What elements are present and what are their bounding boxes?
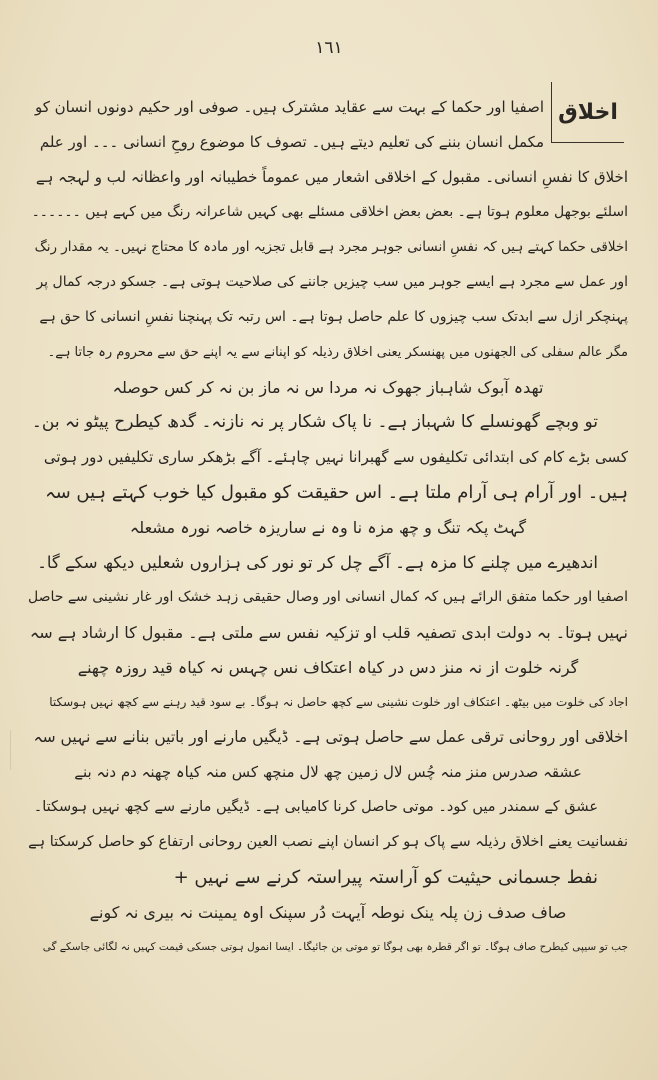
text-line: اخلاقی اور روحانی ترقی عمل سے حاصل ہوتی ہے۔ ڈیگیں مارنے اور باتیں بنانے سے نہیں سہ (33, 728, 628, 746)
text-line: نفط جسمانی حیثیت کو آراستہ پیراستہ کرنے سے نہیں + (173, 867, 598, 888)
section-heading: اخلاق (551, 82, 624, 143)
text-line: اصفیا اور حکما کے بہت سے عقاید مشترک ہیں۔ صوفی اور حکیم دونوں انسان کو (34, 98, 544, 116)
body-text (28, 90, 628, 965)
poetry-line: گہٹ پکہ تنگ و چھ مزہ نا وہ نے ساریزہ خاصہ نورہ مشعلہ (129, 518, 527, 537)
poetry-line: تھدہ آبوک شاہباز جھوک نہ مردا س نہ ماز بن نہ کر کس حوصلہ (112, 378, 544, 397)
text-line: اندھیرے میں چلنے کا مزہ ہے۔ آگے چل کر تو نور کی ہزاروں شعلیں دیکھ سکے گا۔ (37, 553, 598, 572)
text-line: اخلاقی حکما کہتے ہیں کہ نفسِ انسانی جوہر مجرد ہے قابل تجزیہ اور مادہ کا محتاج نہیں۔ یہ مقدار رنگ (34, 239, 628, 255)
poetry-line: عشقہ صدرس منز منہ چُس لال زمین چھ لال منچھ کس منہ کیاہ چھنہ دم دنہ بنے (74, 763, 582, 781)
text-line: نہیں ہوتا۔ بہ دولت ابدی تصفیہ قلب او تزکیہ نفس سے ملتی ہے۔ مقبول کا ارشاد ہے سہ (29, 623, 628, 642)
poetry-line: گرنہ خلوت از نہ منز دس در کیاہ اعتکاف نس چہس نہ کیاہ قید روزہ چھنے (77, 658, 579, 677)
text-line: ہیں۔ اور آرام ہی آرام ملتا ہے۔ اس حقیقت کو مقبول کیا خوب کہتے ہیں سہ (45, 482, 628, 503)
text-line: اسلئے بوجھل معلوم ہوتا ہے۔ بعض بعض اخلاقی مسئلے بھی کہیں شاعرانہ رنگ میں کہے ہیں ۔۔۔۔۔۔ (31, 204, 628, 220)
text-line: عشق کے سمندر میں کود۔ موتی حاصل کرنا کامیابی ہے۔ ڈیگیں مارنے سے کچھ نہیں ہوسکتا۔ (33, 799, 598, 815)
text-line: کسی بڑے کام کی ابتدائی تکلیفوں سے گھبرانا نہیں چاہئے۔ آگے بڑھکر ساری تکلیفیں دور ہوتی (43, 448, 628, 466)
text-line: تو وبچے گھونسلے کا شہباز ہے۔ نا پاک شکار پر نہ نازنہ۔ گدھ کیطرح پیٹو نہ بن۔ (31, 412, 598, 432)
text-line: اصفیا اور حکما متفق الرائے ہیں کہ کمال انسانی اور وصال حقیقی زہد خشک اور غار نشینی سے حاصل (28, 589, 628, 605)
text-line: اور عمل سے مجرد ہے ایسے جوہر میں سب چیزیں جاننے کی صلاحیت ہوتی ہے۔ جسکو درجہ کمال پر (36, 274, 628, 290)
poetry-line: صاف صدف زن پلہ ینک نوطہ آیہت دُر سپنک اوہ یمینت نہ بیری نہ کونے (89, 903, 567, 922)
text-line: مکمل انسان بننے کی تعلیم دیتے ہیں۔ تصوف کا موضوع روحِ انسانی ۔۔۔ اور علم (39, 133, 544, 151)
text-line: مگر عالم سفلی کی الجھنوں میں پھنسکر یعنی اخلاق رذیلہ کو اپنانے سے یہ اپنے حق سے محروم رہ جاتا ہے۔ (47, 345, 628, 360)
text-line: نفسانیت یعنے اخلاق رذیلہ سے پاک ہو کر انسان اپنے نصب العین روحانی ارتفاع کو حاصل کرسکتا ہے (28, 834, 628, 850)
page-edge-mark (0, 730, 11, 770)
page-number: ١٦١ (315, 38, 343, 58)
text-line: اجاد کی خلوت میں بیٹھ۔ اعتکاف اور خلوت نشینی سے کچھ حاصل نہ ہوگا۔ بے سود قید رہنے سے کچھ نہیں ہوسکتا (49, 695, 628, 709)
text-line: جب تو سیپی کیطرح صاف ہوگا۔ تو اگر قطرہ بھی ہوگا تو موتی بن جائیگا۔ ایسا انمول ہوتی جسکی قیمت کہیں نہ لگائی جاسکے گی (42, 941, 628, 953)
text-line: اخلاق کا نفسِ انسانی۔ مقبول کے اخلاقی اشعار میں عموماً خطیبانہ اور واعظانہ لب و لہجہ ہے (35, 168, 628, 186)
text-line: پہنچکر ازل سے ابدتک سب چیزوں کا علم حاصل ہوتا ہے۔ اس رتبہ تک پہنچنا نفسِ انسانی کا حق ہے (39, 309, 628, 325)
